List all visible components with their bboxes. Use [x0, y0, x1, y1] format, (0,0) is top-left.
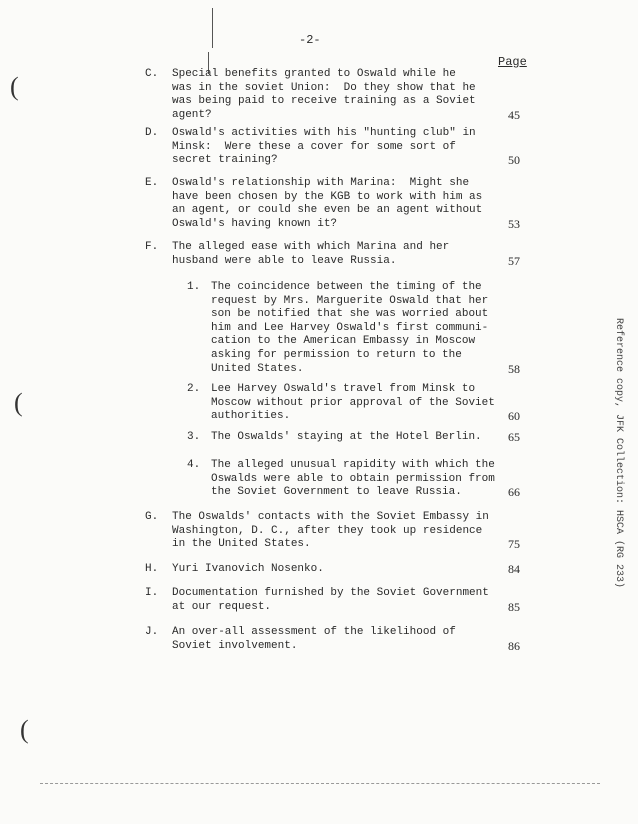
entry-page-number: 66 [508, 485, 520, 500]
entry-page-number: 65 [508, 430, 520, 444]
entry-text-line: Washington, D. C., after they took up residence [172, 524, 483, 537]
entry-label: D. [145, 127, 159, 139]
entry-text-line: Documentation furnished by the Soviet Government [172, 587, 489, 599]
entry-text-line: Soviet involvement. [172, 639, 298, 652]
entry-text-line: was in the soviet Union: Do they show that he [172, 81, 476, 94]
entry-text-line: an agent, or could she even be an agent without [172, 204, 483, 217]
entry-text-line: United States. [211, 362, 304, 375]
entry-text-line: was being paid to receive training as a Soviet [172, 95, 476, 108]
entry-page-number: 45 [508, 107, 520, 122]
entry-page-number: 57 [508, 253, 520, 268]
punch-hole-mark: ( [14, 388, 23, 417]
entry-page-number: 58 [508, 361, 520, 376]
entry-page-number: 50 [508, 153, 520, 168]
punch-hole-mark: ( [10, 72, 19, 101]
entry-label: 2. [187, 383, 201, 395]
entry-label: G. [145, 511, 159, 523]
entry-text-line: An over-all assessment of the likelihood of [172, 626, 456, 638]
entry-text-line: at our request. [172, 600, 272, 613]
entry-label: F. [145, 241, 159, 253]
entry-label: C. [145, 68, 159, 80]
entry-label: H. [145, 563, 159, 575]
entry-text-line: Lee Harvey Oswald's travel from Minsk to [211, 383, 476, 395]
entry-text-line: request by Mrs. Marguerite Oswald that her [211, 294, 489, 307]
entry-text-line: The coincidence between the timing of the [211, 281, 482, 293]
entry-text-line: agent? [172, 108, 212, 121]
entry-text-line: The Oswalds' staying at the Hotel Berlin. [211, 431, 482, 443]
entry-page-number: 75 [508, 537, 520, 552]
entry-text-line: cation to the American Embassy in Moscow [211, 335, 476, 348]
entry-label: 4. [187, 459, 201, 471]
entry-page-number: 84 [508, 562, 520, 576]
entry-text-line: have been chosen by the KGB to work with him as [172, 190, 483, 203]
entry-text-line: asking for permission to return to the [211, 349, 462, 361]
entry-label: 3. [187, 431, 201, 443]
punch-hole-mark: ( [20, 715, 29, 744]
entry-page-number: 86 [508, 638, 520, 653]
entry-text-line: Moscow without prior approval of the Soviet [211, 396, 495, 409]
bottom-rule [40, 783, 600, 784]
entry-text-line: in the United States. [172, 538, 311, 551]
page-column-header: Page [498, 55, 527, 69]
entry-page-number: 60 [508, 409, 520, 424]
entry-text-line: husband were able to leave Russia. [172, 254, 397, 267]
scan-mark [212, 8, 213, 48]
entry-label: I. [145, 587, 159, 599]
entry-text-line: The alleged ease with which Marina and her [172, 241, 450, 253]
entry-text-line: Oswald's activities with his "hunting club" in [172, 127, 476, 139]
entry-text-line: son be notified that she was worried about [211, 308, 489, 321]
entry-text-line: Oswalds were able to obtain permission from [211, 472, 495, 485]
entry-label: E. [145, 177, 159, 189]
entry-text-line: him and Lee Harvey Oswald's first communi- [211, 321, 489, 334]
entry-text-line: The alleged unusual rapidity with which the [211, 459, 495, 471]
entry-text-line: secret training? [172, 154, 278, 167]
entry-text-line: Yuri Ivanovich Nosenko. [172, 563, 324, 575]
entry-label: 1. [187, 281, 201, 293]
reference-stamp: Reference copy, JFK Collection: HSCA (RG 233) [613, 318, 624, 589]
entry-text-line: Oswald's relationship with Marina: Might she [172, 177, 470, 189]
entry-label: J. [145, 626, 159, 638]
entry-text-line: Oswald's having known it? [172, 217, 338, 230]
entry-page-number: 53 [508, 216, 520, 231]
entry-text-line: Special benefits granted to Oswald while he [172, 68, 456, 80]
entry-text-line: The Oswalds' contacts with the Soviet Embassy in [172, 511, 489, 523]
entry-text-line: the Soviet Government to leave Russia. [211, 486, 462, 499]
entry-text-line: Minsk: Were these a cover for some sort of [172, 140, 456, 153]
page-number: -2- [299, 33, 321, 47]
entry-page-number: 85 [508, 599, 520, 614]
entry-text-line: authorities. [211, 410, 291, 423]
